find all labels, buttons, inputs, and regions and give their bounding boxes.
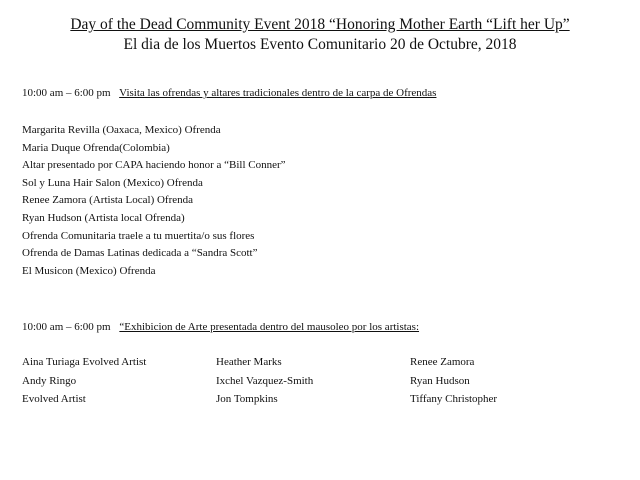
artist-name: Renee Zamora	[410, 356, 475, 368]
ofrendas-section-heading	[22, 86, 436, 100]
artist-name: Evolved Artist	[22, 393, 86, 405]
artist-name: Aina Turiaga Evolved Artist	[22, 356, 147, 368]
list-item: Ofrenda de Damas Latinas dedicada a “Sandra Scott”	[22, 247, 258, 260]
art-exhibit-description: “Exhibicion de Arte presentada dentro del mausoleo por los artistas:	[119, 321, 420, 333]
artist-name: Andy Ringo	[22, 374, 77, 387]
artists-columns	[0, 353, 640, 413]
artists-column-1	[22, 353, 146, 409]
ofrendas-description: Visita las ofrendas y altares tradicionales dentro de la carpa de Ofrendas	[119, 87, 437, 99]
artist-name: Ryan Hudson	[410, 374, 470, 387]
art-exhibit-time: 10:00 am – 6:00 pm	[22, 321, 111, 333]
list-item: Ryan Hudson (Artista local Ofrenda)	[22, 211, 185, 224]
artist-name: Ixchel Vazquez-Smith	[216, 374, 314, 387]
list-item: Ofrenda Comunitaria traele a tu muertita/o sus flores	[22, 229, 255, 242]
event-title-spanish: El dia de los Muertos Evento Comunitario 20 de Octubre, 2018	[123, 36, 517, 53]
artists-column-3	[410, 353, 497, 409]
artists-column-2	[216, 353, 313, 409]
list-item: Altar presentado por CAPA haciendo honor a “Bill Conner”	[22, 159, 286, 172]
artist-name: Tiffany Christopher	[410, 393, 498, 405]
artist-name: Heather Marks	[216, 356, 282, 368]
artist-name: Jon Tompkins	[216, 393, 278, 405]
art-exhibit-section-heading	[22, 320, 419, 334]
ofrendas-list	[22, 122, 286, 280]
list-item: Margarita Revilla (Oaxaca, Mexico) Ofrenda	[22, 124, 221, 136]
ofrendas-time: 10:00 am – 6:00 pm	[22, 87, 111, 99]
list-item: El Musicon (Mexico) Ofrenda	[22, 264, 156, 277]
event-title-english: Day of the Dead Community Event 2018 “Honoring Mother Earth “Lift her Up”	[70, 16, 570, 33]
list-item: Sol y Luna Hair Salon (Mexico) Ofrenda	[22, 176, 203, 189]
list-item: Renee Zamora (Artista Local) Ofrenda	[22, 194, 194, 207]
list-item: Maria Duque Ofrenda(Colombia)	[22, 141, 170, 154]
